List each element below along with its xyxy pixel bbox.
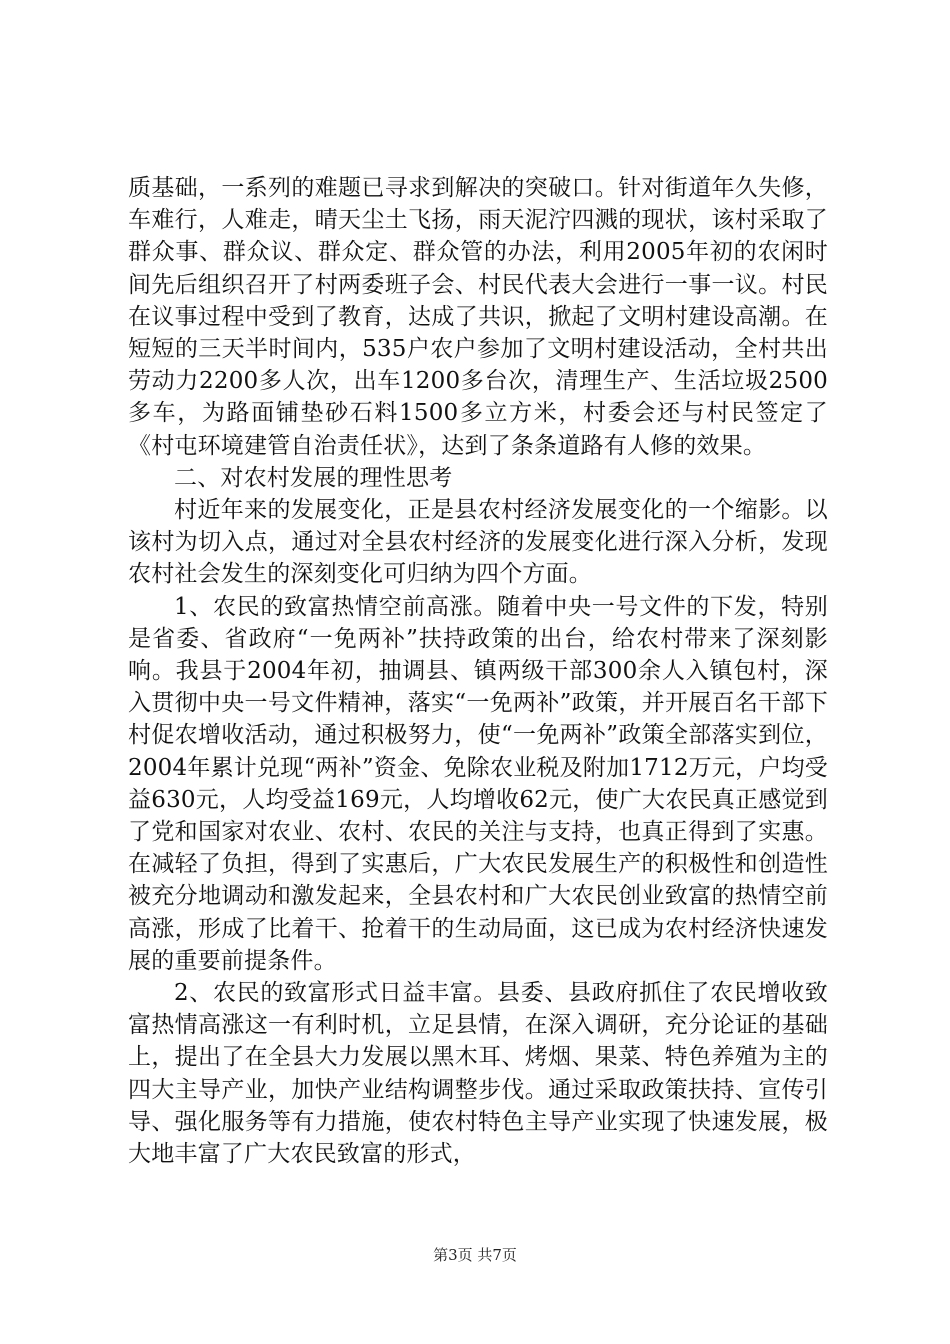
paragraph-intro: 村近年来的发展变化，正是县农村经济发展变化的一个缩影。以该村为切入点，通过对全县农村经济的发展变化进行深入分析，发现农村社会发生的深刻变化可归纳为四个方面。 — [128, 497, 828, 588]
paragraph-point-2: 2、农民的致富形式日益丰富。县委、县政府抓住了农民增收致富热情高涨这一有利时机，立足县情，在深入调研，充分论证的基础上，提出了在全县大力发展以黑木耳、烤烟、果菜、特色养殖为主的四大主导产业，加快产业结构调整步伐。通过采取政策扶持、宣传引导、强化服务等有力措施，使农村特色主导产业实现了快速发展，极大地丰富了广大农民致富的形式， — [128, 980, 828, 1168]
document-body — [128, 172, 828, 1170]
page-footer: 第3页 共7页 — [433, 1246, 517, 1264]
section-heading: 二、对农村发展的理性思考 — [174, 464, 453, 491]
paragraph-point-1: 1、农民的致富热情空前高涨。随着中央一号文件的下发，特别是省委、省政府“一免两补”扶持政策的出台，给农村带来了深刻影响。我县于2004年初，抽调县、镇两级干部300余人入镇包村，深入贯彻中央一号文件精神，落实“一免两补”政策，并开展百名干部下村促农增收活动，通过积极努力，使“一免两补”政策全部落实到位，2004年累计兑现“两补”资金、免除农业税及附加1712万元，户均受益630元，人均受益169元，人均增收62元，使广大农民真正感觉到了党和国家对农业、农村、农民的关注与支持，也真正得到了实惠。在减轻了负担，得到了实惠后，广大农民发展生产的积极性和创造性被充分地调动和激发起来，全县农村和广大农民创业致富的热情空前高涨，形成了比着干、抢着干的生动局面，这已成为农村经济快速发展的重要前提条件。 — [128, 593, 828, 974]
paragraph-continuation: 质基础，一系列的难题已寻求到解决的突破口。针对街道年久失修，车难行，人难走，晴天尘土飞扬，雨天泥泞四溅的现状，该村采取了群众事、群众议、群众定、群众管的办法，利用2005年初的农闲时间先后组织召开了村两委班子会、村民代表大会进行一事一议。村民在议事过程中受到了教育，达成了共识，掀起了文明村建设高潮。在短短的三天半时间内，535户农户参加了文明村建设活动，全村共出劳动力2200多人次，出车1200多台次，清理生产、生活垃圾2500多车，为路面铺垫砂石料1500多立方米，村委会还与村民签定了《村屯环境建管自治责任状》，达到了条条道路有人修的效果。 — [128, 175, 828, 459]
